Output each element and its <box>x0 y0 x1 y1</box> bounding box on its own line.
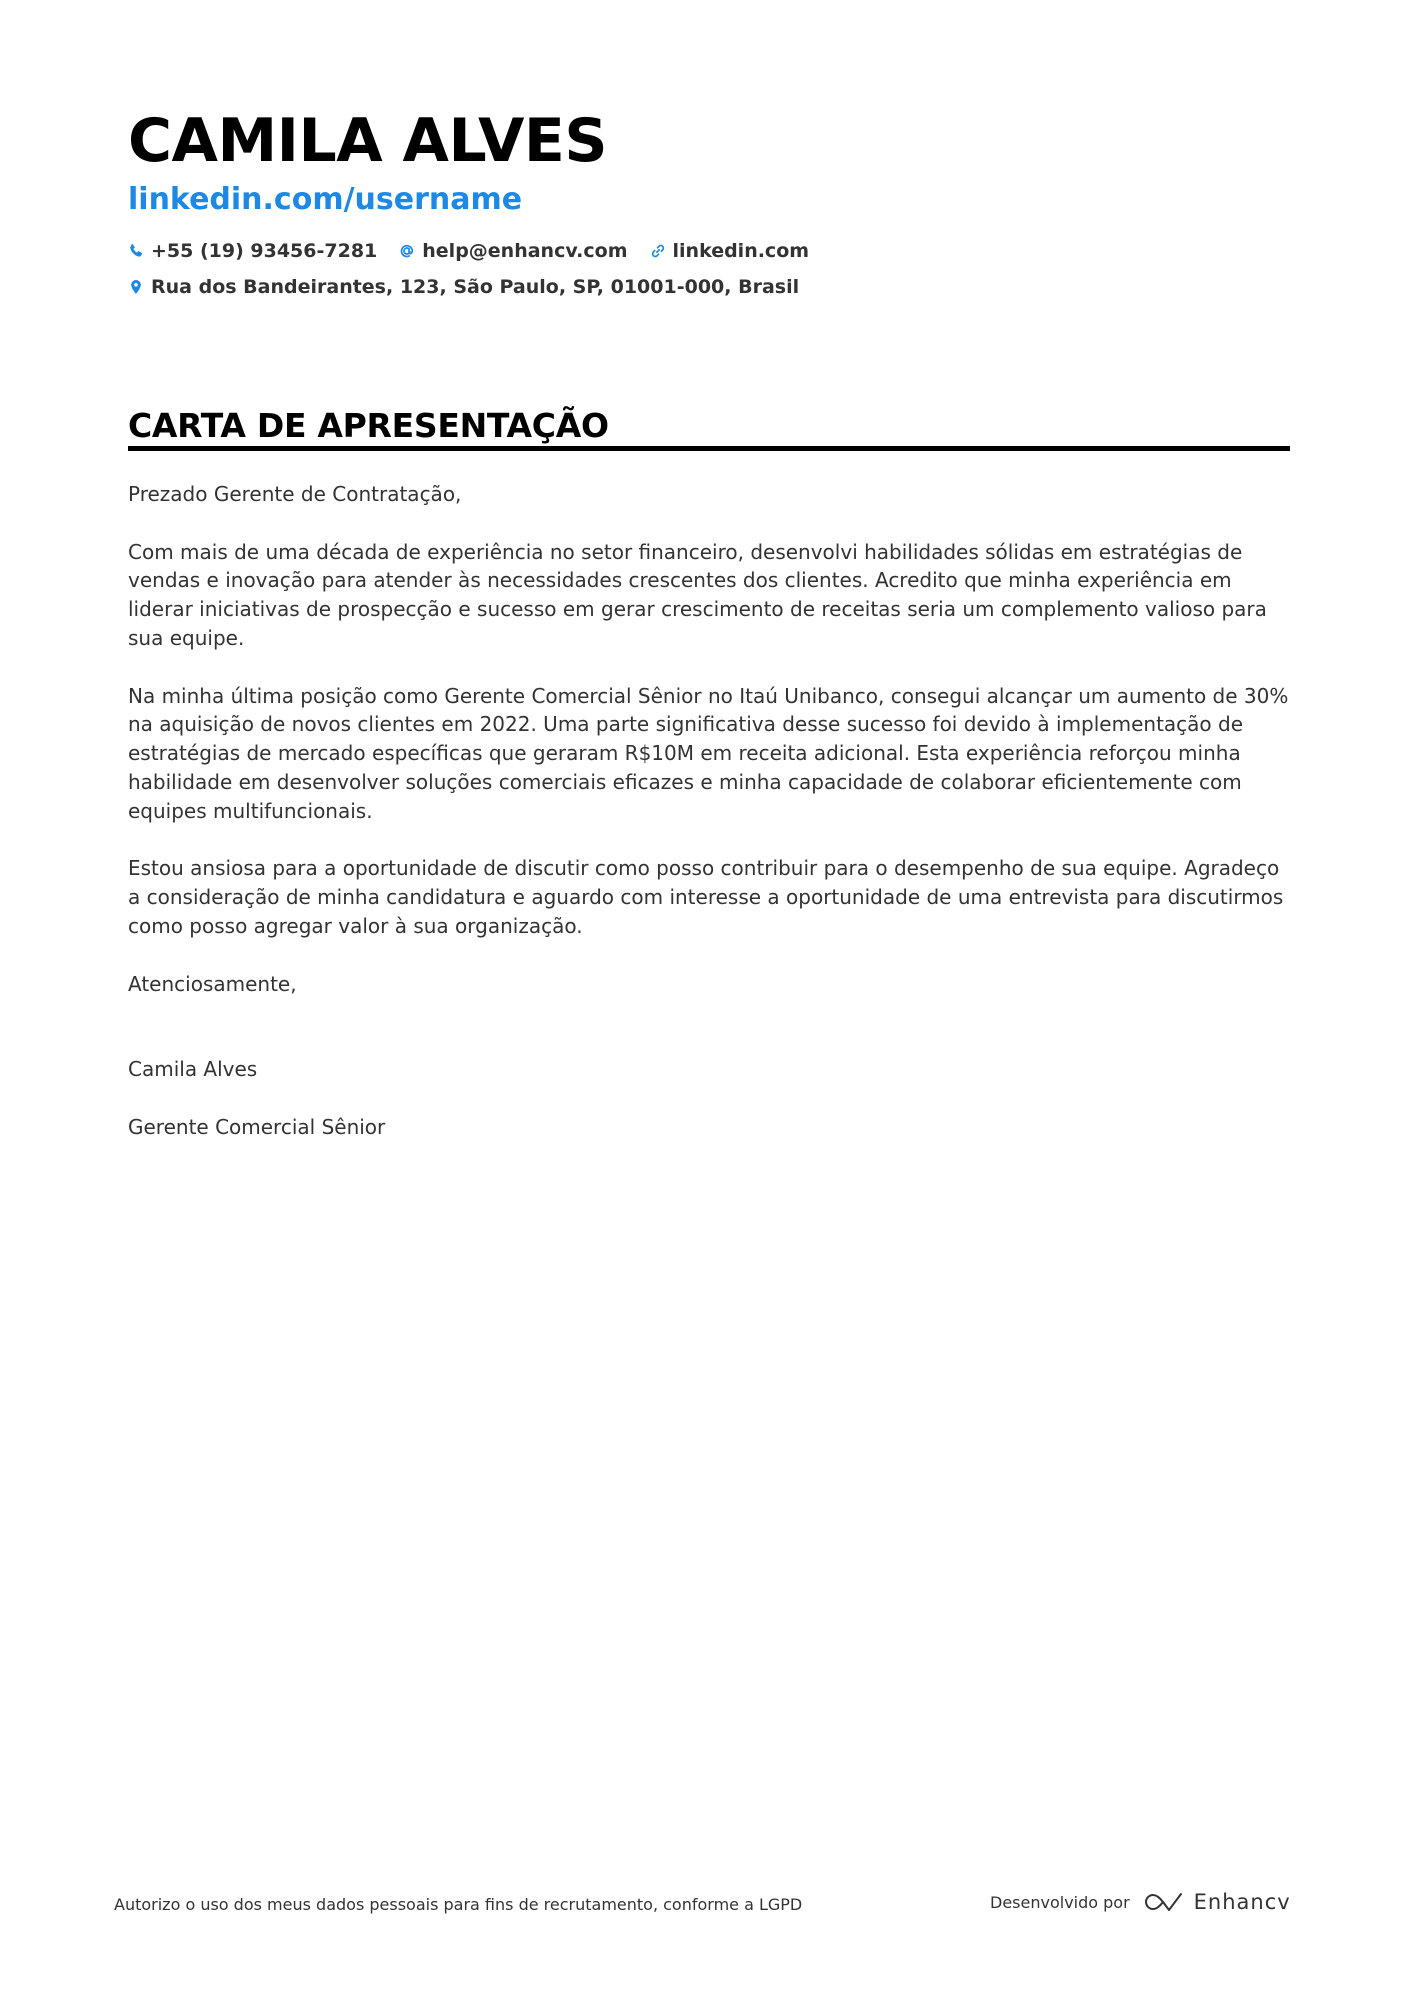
powered-by[interactable] <box>990 1890 1291 1914</box>
email-text: help@enhancv.com <box>422 240 628 262</box>
at-icon <box>399 243 415 259</box>
letter-body <box>128 480 1290 1171</box>
link-text: linkedin.com <box>672 240 810 262</box>
contact-email[interactable] <box>399 240 627 262</box>
phone-text: +55 (19) 93456-7281 <box>151 240 378 262</box>
closing: Atenciosamente, <box>128 971 297 996</box>
applicant-name: CAMILA ALVES <box>128 106 608 176</box>
brand-name: Enhancv <box>1193 1890 1291 1914</box>
letter-paragraph: Com mais de uma década de experiência no setor financeiro, desenvolvi habilidades sólidas em estratégias de vendas e inovação para atender às necessidades crescentes dos clientes. Acredito que minha experiência em liderar iniciativas de prospecção e sucesso em gerar crescimento de receitas seria um complemento valioso para sua equipe. <box>128 539 1267 650</box>
contact-address <box>128 276 1028 298</box>
location-pin-icon <box>128 279 144 295</box>
consent-note: Autorizo o uso dos meus dados pessoais para fins de recrutamento, conforme a LGPD <box>114 1895 803 1914</box>
link-icon <box>650 243 666 259</box>
salutation: Prezado Gerente de Contratação, <box>128 482 462 506</box>
signature-name: Camila Alves <box>128 1057 258 1082</box>
phone-icon <box>128 243 144 259</box>
address-text: Rua dos Bandeirantes, 123, São Paulo, SP, 01001-000, Brasil <box>151 276 800 298</box>
contact-link[interactable] <box>650 240 810 262</box>
powered-by-label: Desenvolvido por <box>990 1892 1130 1912</box>
letter-header <box>128 108 1290 298</box>
contact-info <box>128 240 1028 298</box>
letter-paragraph: Estou ansiosa para a oportunidade de discutir como posso contribuir para o desempenho de sua equipe. Agradeço a consideração de minha candidatura e aguardo com interesse a oportunidade de uma entrevista para discutirmos como posso agregar valor à sua organização. <box>128 856 1284 938</box>
letter-paragraph: Na minha última posição como Gerente Comercial Sênior no Itaú Unibanco, consegui alcançar um aumento de 30% na aquisição de novos clientes em 2022. Uma parte significativa desse sucesso foi devido à implementação de estratégias de mercado específicas que geraram R$10M em receita adicional. Esta experiência reforçou minha habilidade em desenvolver soluções comerciais eficazes e minha capacidade de colaborar eficientemente com equipes multifuncionais. <box>128 683 1289 823</box>
section-title: CARTA DE APRESENTAÇÃO <box>128 408 1290 451</box>
brand-logo <box>1140 1890 1291 1914</box>
headline-link[interactable]: linkedin.com/username <box>128 182 523 217</box>
infinity-icon <box>1140 1891 1186 1913</box>
contact-phone[interactable] <box>128 240 377 262</box>
signature-title: Gerente Comercial Sênior <box>128 1114 386 1139</box>
